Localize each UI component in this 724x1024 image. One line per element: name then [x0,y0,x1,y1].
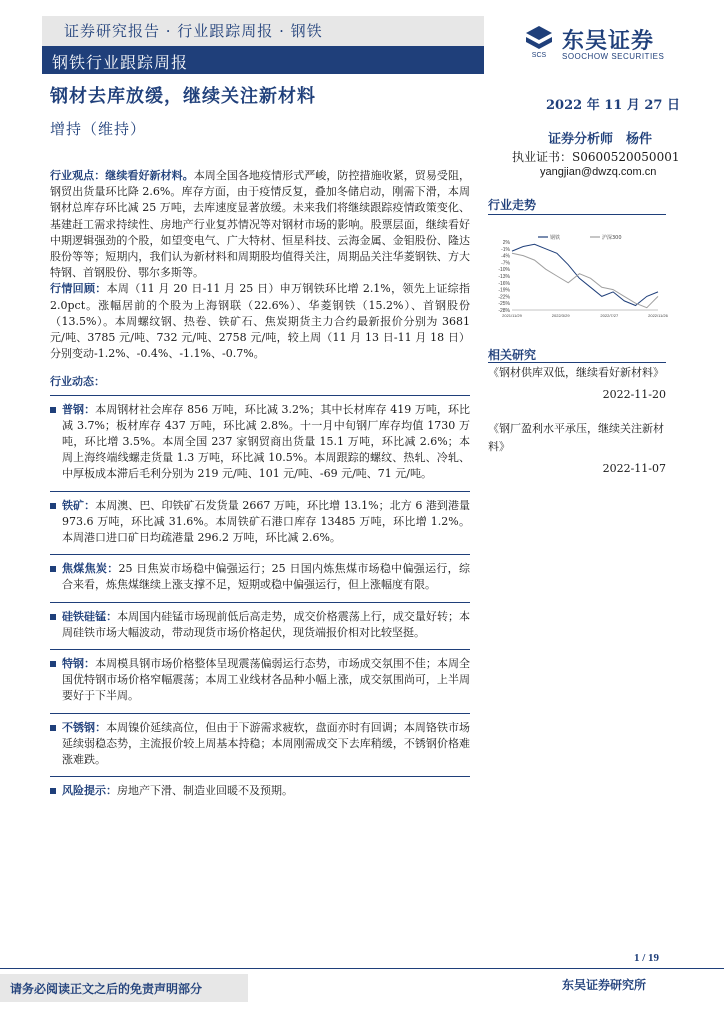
logo-cn: 东吴证券 [562,29,655,54]
x-tick-label: 2022/3/29 [551,313,570,318]
item-silicon [50,609,470,641]
analyst-email[interactable]: yangjian@dwzq.com.cn [540,166,657,178]
breadcrumb-bar [42,16,484,46]
item-text: 25 日焦炭市场稳中偏强运行；25 日国内炼焦煤市场稳中偏强运行，综合来看，炼焦煤继续上涨支撑不足，短期或稳中偏强运行，但上涨幅度有限。 [62,562,470,592]
y-tick-label: -13% [498,274,510,280]
related-date-2: 2022-11-07 [602,462,666,475]
item-text: 本周国内硅锰市场现前低后高走势，成交价格震荡上行，成交量好转；本周硅铁市场大幅波动，带动现货市场价格起伏，现货端报价相对比较坚挺。 [62,609,470,639]
page-number: 1 / 19 [634,952,660,964]
y-tick-label: -19% [498,287,510,294]
logo [522,24,682,64]
series-line-沪深300 [512,253,658,307]
series-line-钢铁 [512,244,658,305]
divider [50,395,470,396]
related-title: 相关研究 [488,348,537,362]
divider [50,491,470,492]
divider [50,649,470,650]
related-item-1[interactable] [488,364,666,404]
related-date-1: 2022-11-20 [602,388,666,401]
logo-mark-icon [522,24,556,58]
dynamics-label: 行业动态： [50,375,105,389]
breadcrumb: 证券研究报告 · 行业跟踪周报 · 钢铁 [64,22,323,40]
y-tick-label: -4% [501,253,510,260]
footer-divider [0,968,724,969]
report-title: 钢材去库放缓，继续关注新材料 [50,86,316,107]
y-tick-label: -28% [498,308,510,314]
divider [488,214,666,215]
divider [488,362,666,363]
disclaimer-bar [0,974,248,1002]
legend-label: 钢铁 [550,235,561,241]
item-text: 房地产下滑、制造业回暖不及预期。 [117,784,293,798]
related-title-2[interactable]: 《钢厂盈利水平承压，继续关注新材料》 [488,422,664,453]
review-paragraph [50,281,470,362]
analyst-cert: 执业证书：S0600520050001 [512,150,680,164]
disclaimer: 请务必阅读正文之后的免责声明部分 [10,982,203,996]
y-tick-label: 2% [502,240,510,246]
item-stainless [50,720,470,769]
divider [50,554,470,555]
y-tick-label: -16% [498,280,510,287]
related-title-1[interactable]: 《钢材供库双低，继续看好新材料》 [488,366,664,379]
item-iron-ore [50,498,470,547]
analyst-name: 证券分析师 杨件 [548,132,653,147]
item-label: 特钢： [62,657,96,671]
logo-en: SOOCHOW SECURITIES [562,52,665,61]
x-tick-label: 2022/11/26 [648,313,668,318]
trend-title: 行业走势 [488,198,537,212]
item-steel [50,402,470,483]
x-tick-label: 2021/11/29 [502,313,522,318]
y-tick-label: -7% [501,260,510,267]
y-tick-label: -22% [498,294,510,301]
review-text: 本周（11 月 20 日-11 月 25 日）申万钢铁环比增 2.1%，领先上证综指 2.0pct。涨幅居前的个股为上海钢联（22.6%）、华菱钢铁（15.2%）、首钢股份（13.5%）。本周螺纹钢、热卷、铁矿石、焦炭期货主力合约最新报价分别为 3681 元/吨、3785 元/吨、732 元/吨、2758 元/吨，较上周（11 月 13 日-11 月 18 日）分别变动-1.2%、-0.4%、-1.1%、-0.7%。 [50,282,470,361]
item-text: 本周镍价延续高位，但由于下游需求疲软，盘面亦时有回调；本周铬铁市场延续弱稳态势，主流报价较上周基本持稳；本周刚需成交下去库稍缓，不锈钢价格难涨难跌。 [62,720,471,767]
item-special-steel [50,656,470,705]
divider [50,776,470,777]
item-label: 普钢： [62,402,96,416]
trend-chart [488,232,668,320]
related-item-2[interactable] [488,420,666,478]
x-tick-label: 2022/7/27 [600,313,619,318]
views-text: 本周全国各地疫情形式严峻，防控措施收紧，贸易受阻，钢贸出货量环比降 2.6%。库存方面，由于疫情反复，叠加冬储启动，刚需下滑，本周钢材总库存环比减 25 万吨，去库速度显著放缓。未来我们将继续跟踪疫情政策变化、基建赶工需求持续性、房地产行业复苏情况等对钢材市场的影响。股票层面，继续看好中期逻辑强劲的个股，如望变电气、广大特材、恒星科技、云海金属、金钼股份、隆达股份等等；短期内，我们认为新材料和周期股均值得关注，周期品关注华菱钢铁、方大特钢、首钢股份、鄂尔多斯等。 [50,169,471,280]
report-type: 钢铁行业跟踪周报 [52,53,189,72]
item-label: 硅铁硅锰： [62,609,118,623]
item-label: 不锈钢： [62,720,107,734]
logo-mark-text: SCS [531,52,547,59]
firm-name: 东吴证券研究所 [562,978,647,992]
legend-label: 沪深300 [602,235,622,241]
rating: 增持（维持） [50,120,147,138]
item-coke [50,561,470,593]
review-label: 行情回顾： [50,282,107,296]
y-tick-label: -25% [498,301,510,308]
main-body [50,168,470,800]
views-paragraph [50,168,470,281]
item-risk [50,783,470,799]
divider [50,602,470,603]
views-head: 继续看好新材料。 [105,169,194,182]
y-tick-label: -10% [498,267,510,274]
y-tick-label: -1% [501,246,510,253]
item-text: 本周模具钢市场价格整体呈现震荡偏弱运行态势，市场成交氛围不佳；本周全国优特钢市场价格窄幅震荡；本周工业线材各品种小幅上涨，成交氛围尚可，上半周要好于下半周。 [62,657,471,703]
item-label: 铁矿： [62,498,96,512]
item-text: 本周澳、巴、印铁矿石发货量 2667 万吨，环比增 13.1%；北方 6 港到港量 973.6 万吨，环比减 31.6%。本周铁矿石港口库存 13485 万吨，环比增 1.2%。本周港口进口矿日均疏港量 296.2 万吨，环比减 2.6%。 [62,498,471,545]
report-type-bar [42,46,484,74]
item-label: 风险提示： [62,784,117,798]
divider [50,713,470,714]
views-label: 行业观点： [50,169,106,182]
report-date: 2022 年 11 月 27 日 [546,98,680,113]
item-text: 本周钢材社会库存 856 万吨，环比减 3.2%；其中长材库存 419 万吨，环比减 3.7%；板材库存 437 万吨，环比减 2.8%。十一月中旬钢厂库存均值 1730 万吨，环比增 3.5%。本周全国 237 家钢贸商出货量 15.1 万吨，环比减 2.6%；本周上海终端线螺走货量 1.3 万吨，环比减 10.5%。本周跟踪的螺纹、热轧、冷轧、中厚板成本滞后毛利分别为 219 元/吨、101 元/吨、-69 元/吨、71 元/吨。 [62,402,471,481]
item-label: 焦煤焦炭： [62,562,119,576]
